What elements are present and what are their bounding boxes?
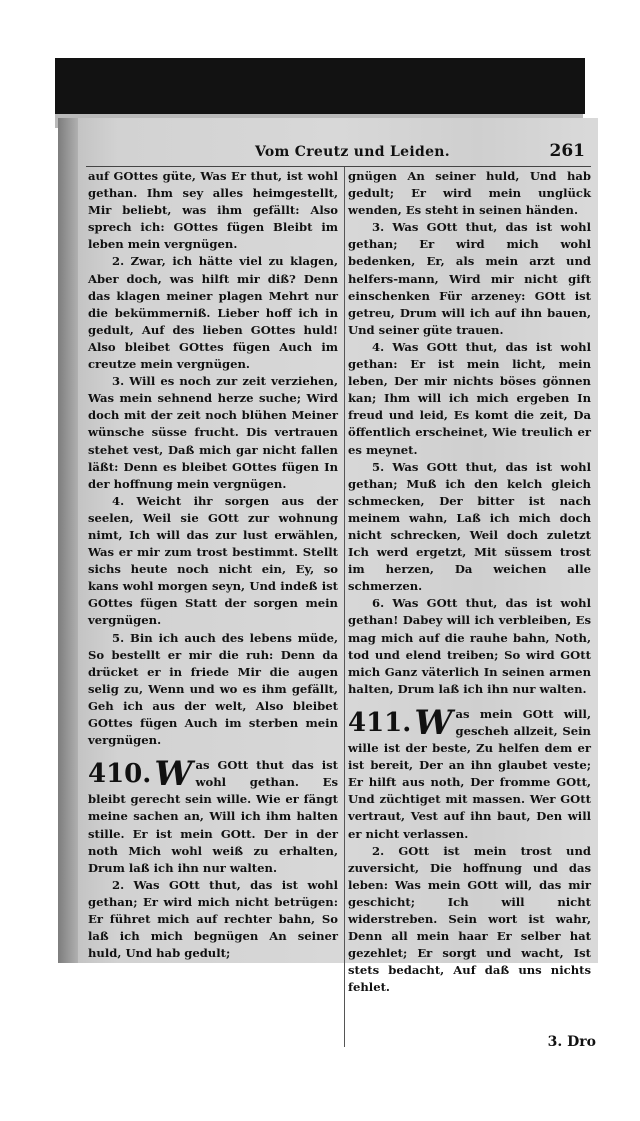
hymn-number: 411.	[348, 707, 412, 738]
left-column	[88, 168, 338, 962]
hymn-verse-3: 3. Was GOtt thut, das ist wohl gethan; Er wird mich wohl bedenken, Er, als mein arzt und helfers-mann, Wird mir nicht gift einschenken Für arzeney: GOtt ist getreu, Drum will ich auf ihn bauen, Und seiner güte trauen.	[348, 220, 591, 337]
hymn-verse-4: 4. Weicht ihr sorgen aus der seelen, Weil sie GOtt zur wohnung nimt, Ich will das zur lust erwählen, Was er mir zum trost bestimmt. Stellt sichs heute noch nicht ein, Ey, so kans wohl morgen seyn, Und indeß ist GOttes fügen Statt der sorgen mein vergnügen.	[88, 493, 338, 628]
hymn-410-verse-2: 2. Was GOtt thut, das ist wohl gethan; Er wird mich nicht betrügen: Er führet mich auf rechter bahn, So laß ich mich begnügen An seiner huld, Und hab gedult;	[88, 877, 338, 961]
hymn-verse-5: 5. Was GOtt thut, das ist wohl gethan; Muß ich den kelch gleich schmecken, Der bitter ist nach meinem wahn, Laß ich mich doch nicht schrecken, Weil doch zuletzt Ich werd ergetzt, Mit süssem trost im herzen, Da weichen alle schmerzen.	[348, 459, 591, 594]
page-gutter-shadow	[58, 118, 78, 963]
hymn-first-verse: as GOtt thut das ist wohl gethan. Es bleibt gerecht sein wille. Wie er fängt meine sachen an, Will ich ihm halten stille. Er ist mein GOtt. Der in der noth Mich wohl weiß zu erhalten, Drum laß ich ihn nur walten.	[88, 758, 338, 875]
scan-dark-border	[55, 58, 585, 114]
hymn-verse-3: 3. Will es noch zur zeit verziehen, Was mein sehnend herze suche; Wird doch mit der zeit noch blühen Meiner wünsche süsse frucht. Dis vertrauen stehet vest, Daß mich gar nicht fallen läßt: Denn es bleibet GOttes fügen In der hoffnung mein vergnügen.	[88, 374, 338, 491]
hymn-text-paragraph: gnügen An seiner huld, Und hab gedult; Er wird mein unglück wenden, Es steht in seinen händen.	[348, 169, 591, 218]
header-rule	[86, 166, 591, 167]
hymn-number: 410.	[88, 759, 152, 790]
hymn-verse-2: 2. Zwar, ich hätte viel zu klagen, Aber doch, was hilft mir diß? Denn das klagen meiner plagen Mehrt nur die bekümmerniß. Lieber hoff ich in gedult, Auf des lieben GOttes huld! Also bleibet GOttes fügen Auch im creutze mein vergnügen.	[88, 254, 338, 372]
hymn-verse-6: 6. Was GOtt thut, das ist wohl gethan! Dabey will ich verbleiben, Es mag mich auf die rauhe bahn, Noth, tod und elend treiben; So wird GOtt mich Ganz väterlich In seinen armen halten, Drum laß ich ihn nur walten.	[348, 596, 591, 696]
hymn-411-verse-2: 2. GOtt ist mein trost und zuversicht, Die hoffnung und das leben: Was mein GOtt will, das mir geschicht; Ich will nicht widerstreben. Sein wort ist wahr, Denn all mein haar Er selber hat gezehlet; Er sorgt und wacht, Ist stets bedacht, Auf daß uns nichts fehlet.	[348, 843, 591, 995]
hymn-first-verse: as mein GOtt will, gescheh allzeit, Sein wille ist der beste, Zu helfen dem er ist bereit, Der an ihn glaubet veste; Er hilft aus noth, Der fromme GOtt, Und züchtiget mit massen. Wer GOtt vertraut, Vest auf ihn baut, Den will er nicht verlassen.	[348, 706, 591, 841]
right-column	[348, 168, 591, 997]
hymn-verse-4: 4. Was GOtt thut, das ist wohl gethan: Er ist mein licht, mein leben, Der mir nichts böses gönnen kan; Ihm will ich mich ergeben In freud und leid, Es komt die zeit, Da öffentlich erscheinet, Wie treulich er es meynet.	[348, 339, 591, 457]
hymn-text-paragraph: auf GOttes güte, Was Er thut, ist wohl gethan. Ihm sey alles heimgestellt, Mir beliebt, was ihm gefällt: Also sprech ich: GOttes fügen Bleibt im leben mein vergnügen.	[88, 169, 338, 252]
drop-cap: W	[414, 702, 453, 743]
page-number: 261	[549, 141, 585, 161]
column-divider	[344, 167, 345, 1047]
drop-cap: W	[154, 754, 193, 795]
hymn-411	[348, 702, 591, 843]
running-head: Vom Creutz und Leiden.	[255, 144, 450, 160]
catchword: 3. Dro	[547, 1034, 596, 1050]
hymn-410	[88, 754, 338, 877]
page-header	[255, 141, 585, 166]
hymn-verse-5: 5. Bin ich auch des lebens müde, So bestellt er mir die ruh: Denn da drücket er in friede Mir die augen selig zu, Wenn und wo es ihm gefällt, Geh ich aus der welt, Also bleibet GOttes fügen Auch im sterben mein vergnügen.	[88, 630, 338, 748]
